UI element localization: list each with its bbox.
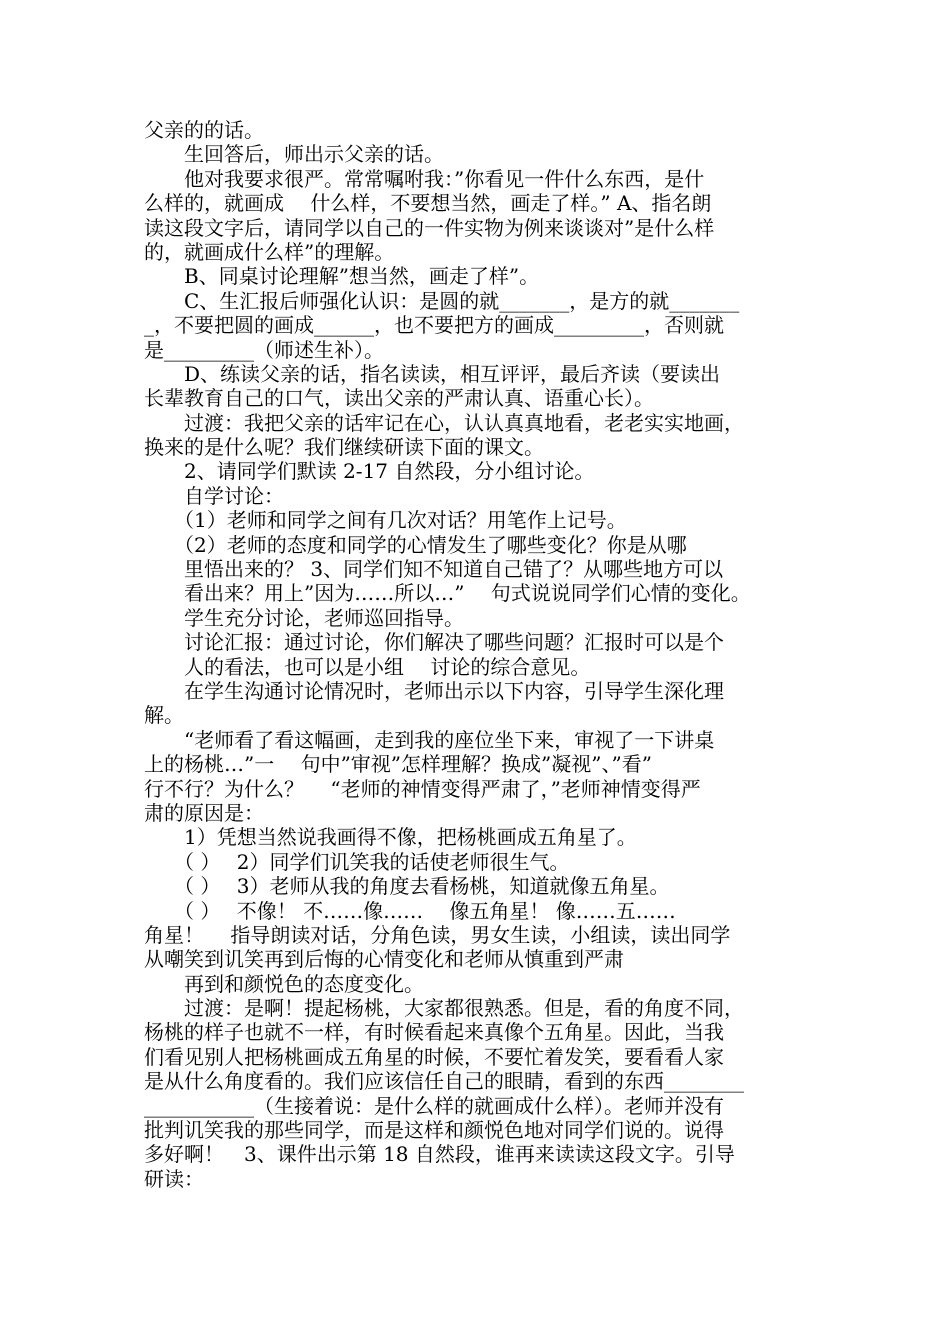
text-line: （ ） 不像！ 不……像…… 像五角星！ 像……五……	[144, 898, 676, 923]
text-line: 上的杨桃…”一 句中”审视”怎样理解？换成”凝视”、”看”	[144, 752, 652, 777]
text-line: 研读：	[144, 1166, 204, 1191]
text-line: 人的看法，也可以是小组 讨论的综合意见。	[144, 654, 591, 679]
text-line: 换来的是什么呢？我们继续研读下面的课文。	[144, 435, 544, 460]
text-line: 是_________（师述生补）。	[144, 337, 384, 362]
text-line: 讨论汇报：通过讨论，你们解决了哪些问题？汇报时可以是个	[144, 630, 724, 655]
text-line: 自学讨论：	[144, 483, 284, 508]
text-line: 过渡：我把父亲的话牢记在心，认认真真地看，老老实实地画，	[144, 410, 744, 435]
text-line: 批判讥笑我的那些同学，而是这样和颜悦色地对同学们说的。说得	[144, 1118, 724, 1143]
text-line: 看出来？用上”因为……所以…” 句式说说同学们心情的变化。	[144, 581, 751, 606]
text-line: 父亲的的话。	[144, 118, 264, 142]
text-line: 行不行？为什么？ “老师的神情变得严肃了，”老师神情变得严	[144, 776, 701, 801]
text-line: _，不要把圆的画成______，也不要把方的画成_________，否则就	[144, 313, 724, 338]
text-line: 长辈教育自己的口气，读出父亲的严肃认真、语重心长）。	[144, 386, 654, 411]
text-line: 2、请同学们默读 2-17 自然段，分小组讨论。	[144, 459, 595, 484]
text-line: 从嘲笑到讥笑再到后悔的心情变化和老师从慎重到严肃	[144, 947, 624, 972]
text-line: 再到和颜悦色的态度变化。	[144, 971, 424, 996]
text-line: 过渡：是啊！提起杨桃，大家都很熟悉。但是，看的角度不同，	[144, 996, 744, 1021]
text-line: 肃的原因是：	[144, 800, 264, 825]
text-line: 生回答后，师出示父亲的话。	[144, 142, 444, 167]
text-line: （1）老师和同学之间有几次对话？用笔作上记号。	[144, 508, 627, 533]
text-line: 学生充分讨论，老师巡回指导。	[144, 605, 464, 630]
text-line: 么样的，就画成 什么样，不要想当然，画走了样。” A、指名朗	[144, 191, 712, 216]
text-line: 读这段文字后，请同学以自己的一件实物为例来谈谈对”是什么样	[144, 215, 715, 240]
text-line: “老师看了看这幅画，走到我的座位坐下来，审视了一下讲桌	[144, 727, 715, 752]
text-line: 们看见别人把杨桃画成五角星的时候，不要忙着发笑，要看看人家	[144, 1044, 724, 1069]
text-line: 的，就画成什么样”的理解。	[144, 239, 395, 264]
text-line: （ ） 2）同学们讥笑我的话使老师很生气。	[144, 849, 570, 874]
text-line: 1）凭想当然说我画得不像，把杨桃画成五角星了。	[144, 825, 637, 850]
text-line: 解。	[144, 703, 184, 728]
text-line: （2）老师的态度和同学的心情发生了哪些变化？你是从哪	[144, 532, 687, 557]
text-line: 角星！ 指导朗读对话，分角色读，男女生读，小组读，读出同学	[144, 922, 731, 947]
text-line: 杨桃的样子也就不一样，有时候看起来真像个五角星。因此，当我	[144, 1020, 724, 1045]
text-line: 里悟出来的？ 3、同学们知不知道自己错了？从哪些地方可以	[144, 557, 724, 582]
text-line: 他对我要求很严。常常嘱咐我：”你看见一件什么东西，是什	[144, 166, 705, 191]
text-line: 多好啊！ 3、课件出示第 18 自然段，谁再来读读这段文字。引导	[144, 1142, 735, 1167]
text-line: 在学生沟通讨论情况时，老师出示以下内容，引导学生深化理	[144, 678, 724, 703]
text-line: 是从什么角度看的。我们应该信任自己的眼睛，看到的东西________	[144, 1069, 744, 1094]
text-line: ___________（生接着说：是什么样的就画成什么样）。老师并没有	[144, 1093, 724, 1118]
text-line: C、生汇报后师强化认识：是圆的就_______，是方的就_______	[144, 288, 740, 313]
text-line: D、练读父亲的话，指名读读，相互评评，最后齐读（要读出	[144, 361, 721, 386]
text-line: B、同桌讨论理解”想当然，画走了样”。	[144, 264, 540, 289]
document-page	[144, 118, 808, 1191]
text-line: （ ） 3）老师从我的角度去看杨桃，知道就像五角星。	[144, 874, 670, 899]
